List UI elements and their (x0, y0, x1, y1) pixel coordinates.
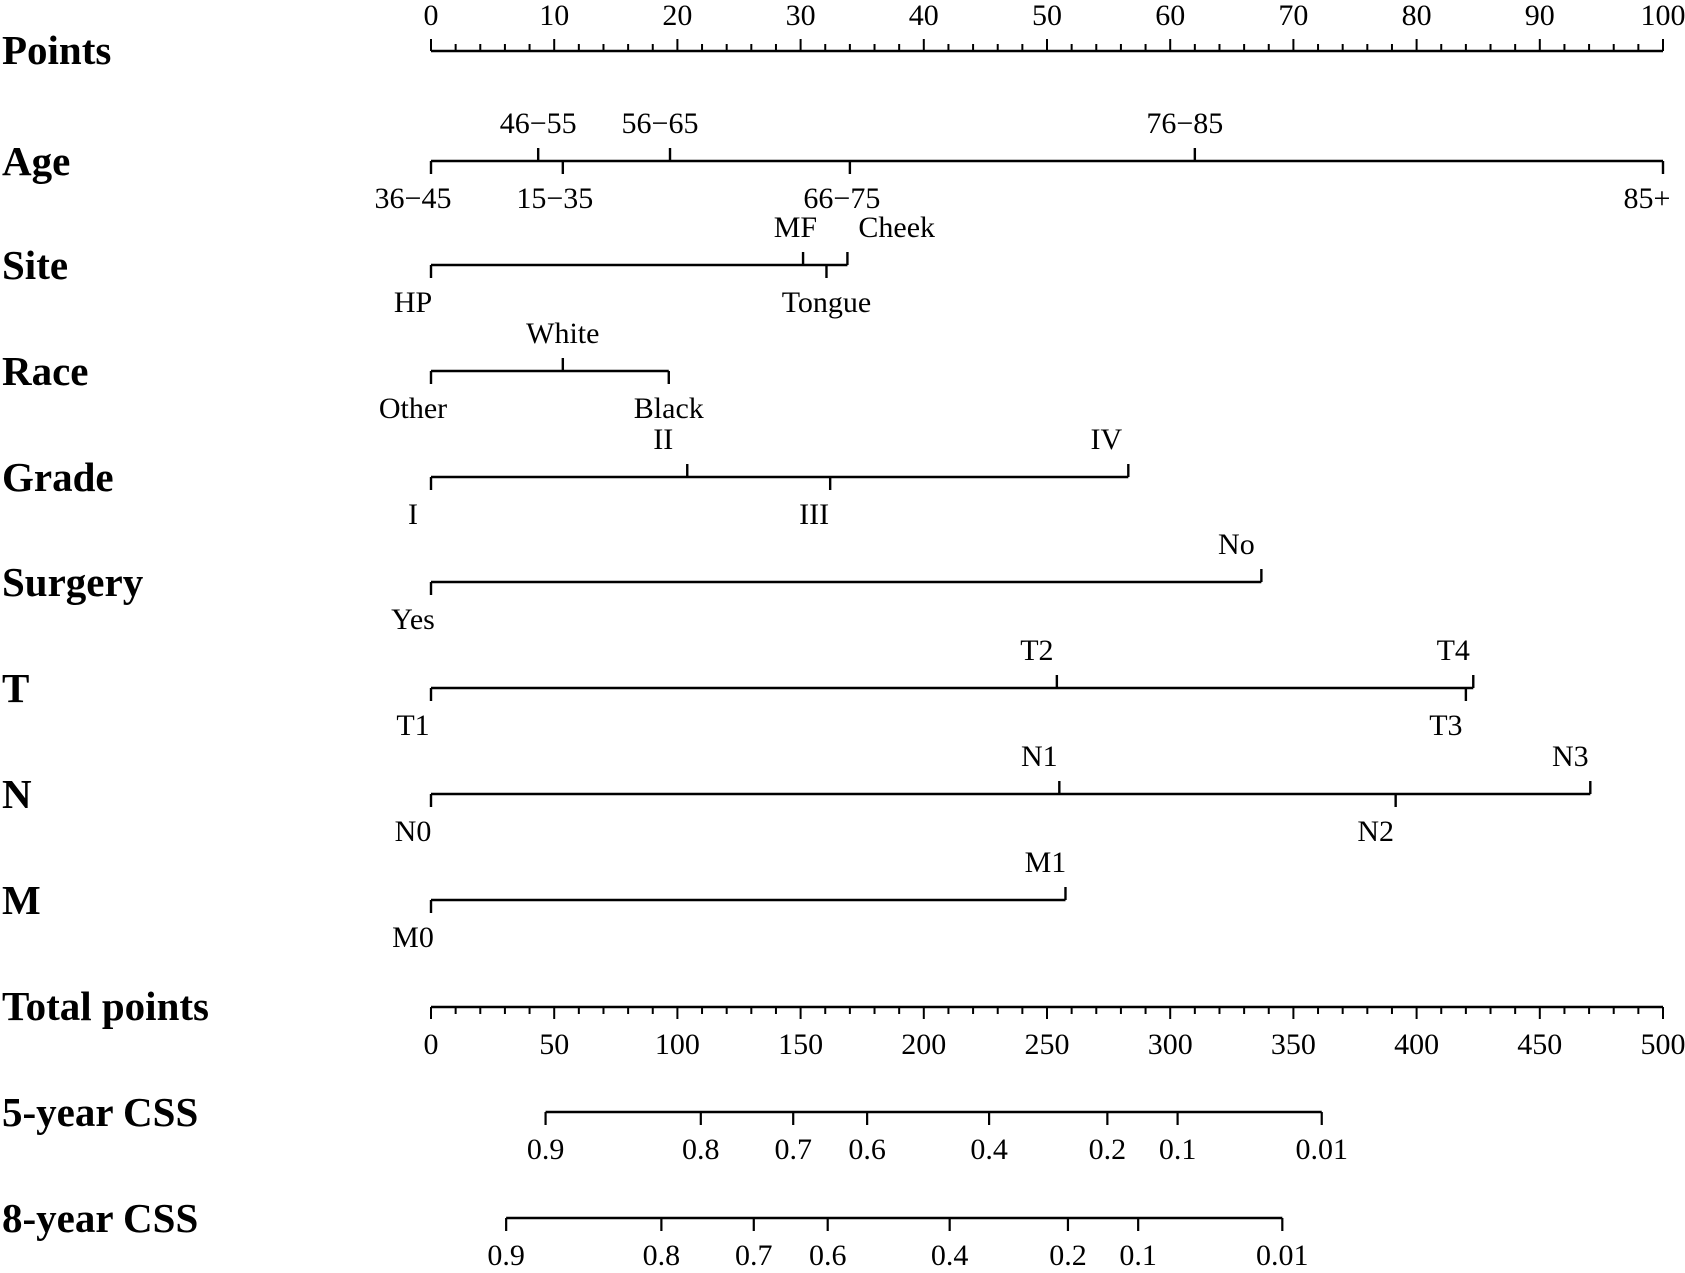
age-level-label: 85+ (1623, 182, 1671, 215)
total-tick-label: 400 (1394, 1028, 1440, 1061)
points-tick-label: 90 (1524, 0, 1555, 32)
total-tick-label: 250 (1024, 1028, 1070, 1061)
n-level-label: N2 (1357, 815, 1394, 848)
5-year-css-tick-label: 0.6 (848, 1133, 886, 1166)
t-level-label: T3 (1429, 709, 1463, 742)
n-level-label: N0 (394, 815, 432, 848)
site-level-label: HP (393, 286, 433, 319)
row-label-grade: Grade (2, 454, 114, 500)
points-tick-label: 40 (908, 0, 939, 32)
m-level-label: M0 (392, 921, 434, 954)
points-tick-label: 100 (1640, 0, 1685, 32)
race-level-label: Other (378, 392, 448, 425)
row-label-race: Race (2, 348, 89, 394)
points-tick-label: 60 (1155, 0, 1186, 32)
race-level-label: Black (633, 392, 704, 425)
row-label-n: N (2, 771, 32, 817)
age-level-label: 36−45 (374, 182, 452, 215)
5-year-css-tick-label: 0.4 (970, 1133, 1008, 1166)
5-year-css-tick-label: 0.2 (1088, 1133, 1127, 1166)
points-tick-label: 20 (662, 0, 693, 32)
surgery-level-label: Yes (391, 603, 435, 636)
row-label-points: Points (2, 27, 112, 73)
8-year-css-tick-label: 0.4 (930, 1239, 969, 1272)
points-tick-label: 70 (1278, 0, 1309, 32)
8-year-css-tick-label: 0.01 (1256, 1239, 1309, 1272)
row-label-surgery: Surgery (2, 559, 144, 605)
age-level-label: 66−75 (803, 182, 881, 215)
age-level-label: 15−35 (516, 182, 594, 215)
m-level-label: M1 (1024, 846, 1067, 879)
total-tick-label: 500 (1640, 1028, 1685, 1061)
points-tick-label: 30 (785, 0, 816, 32)
t-level-label: T1 (396, 709, 430, 742)
points-tick-label: 80 (1401, 0, 1432, 32)
8-year-css-tick-label: 0.7 (735, 1239, 773, 1272)
total-tick-label: 300 (1147, 1028, 1193, 1061)
row-label-age: Age (2, 138, 71, 184)
age-level-label: 46−55 (499, 107, 577, 140)
5-year-css-tick-label: 0.7 (774, 1133, 812, 1166)
row-label-m: M (2, 877, 41, 923)
row-label-t: T (2, 665, 30, 711)
5-year-css-tick-label: 0.9 (526, 1133, 565, 1166)
points-tick-label: 10 (539, 0, 570, 32)
8-year-css-tick-label: 0.2 (1049, 1239, 1087, 1272)
age-level-label: 56−65 (621, 107, 699, 140)
8-year-css-tick-label: 0.9 (487, 1239, 525, 1272)
surgery-level-label: No (1218, 528, 1255, 561)
5-year-css-tick-label: 0.1 (1158, 1133, 1197, 1166)
site-level-label: Tongue (781, 286, 872, 319)
points-tick-label: 50 (1032, 0, 1062, 32)
n-level-label: N1 (1020, 740, 1058, 773)
total-tick-label: 350 (1270, 1028, 1316, 1061)
race-level-label: White (526, 317, 600, 350)
8-year-css-tick-label: 0.6 (808, 1239, 847, 1272)
total-tick-label: 0 (423, 1028, 439, 1061)
row-label-site: Site (2, 242, 69, 288)
grade-level-label: IV (1090, 423, 1123, 456)
age-level-label: 76−85 (1146, 107, 1224, 140)
t-level-label: T4 (1436, 634, 1470, 667)
grade-level-label: III (799, 498, 830, 531)
points-tick-label: 0 (423, 0, 439, 32)
row-label-8-year-css: 8-year CSS (2, 1195, 199, 1241)
total-tick-label: 200 (901, 1028, 947, 1061)
8-year-css-tick-label: 0.8 (642, 1239, 681, 1272)
n-level-label: N3 (1551, 740, 1589, 773)
total-tick-label: 450 (1517, 1028, 1563, 1061)
nomogram-plot (2, 0, 1685, 1272)
total-tick-label: 150 (778, 1028, 824, 1061)
grade-level-label: I (408, 498, 418, 531)
total-tick-label: 100 (654, 1028, 700, 1061)
8-year-css-tick-label: 0.1 (1119, 1239, 1157, 1272)
total-tick-label: 50 (539, 1028, 570, 1061)
grade-level-label: II (653, 423, 674, 456)
t-level-label: T2 (1020, 634, 1054, 667)
row-label-5-year-css: 5-year CSS (2, 1089, 199, 1135)
5-year-css-tick-label: 0.8 (682, 1133, 720, 1166)
row-label-total-points: Total points (2, 983, 209, 1029)
site-level-label: MF (773, 211, 818, 244)
5-year-css-tick-label: 0.01 (1295, 1133, 1348, 1166)
site-level-label: Cheek (858, 211, 936, 244)
